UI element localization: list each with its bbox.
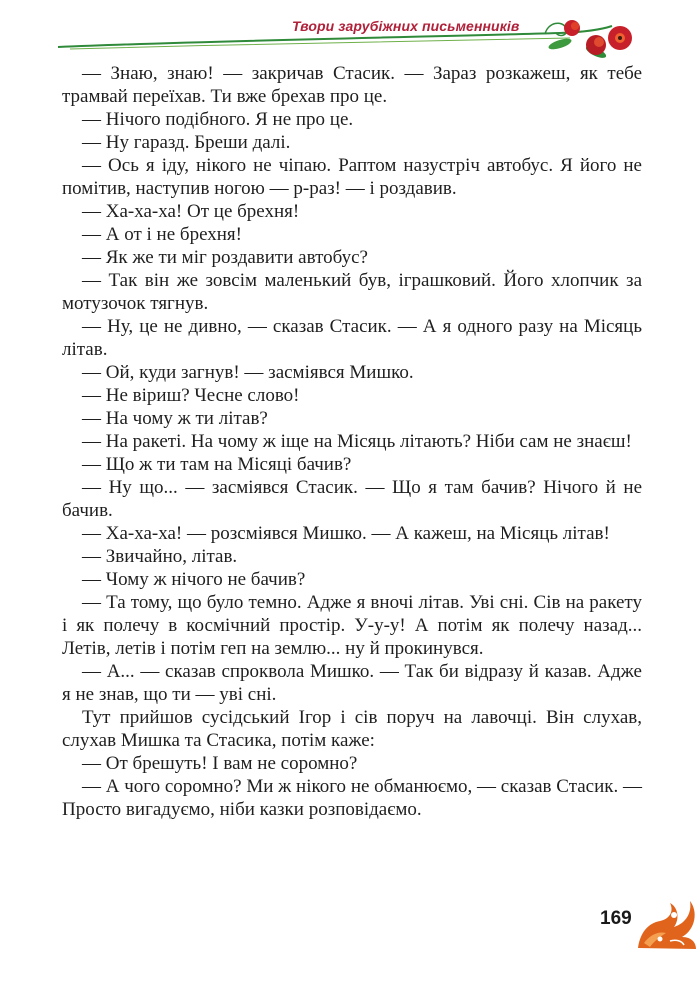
flower-bud [594, 37, 604, 47]
header-floral-decoration [0, 0, 700, 70]
paragraph: — Як же ти міг роздавити автобус? [82, 247, 368, 268]
paragraph: — На чому ж ти літав? [82, 408, 268, 429]
paragraph: — А чого соромно? Ми ж нікого не обманюємо, — сказав Стасик. — Просто вигадуємо, ніби казки розповідаємо. [62, 776, 642, 820]
flower-bud [571, 22, 579, 30]
paragraph: — На ракеті. На чому ж іще на Місяць літають? Ніби сам не знаєш! [82, 431, 632, 452]
paragraph: — Звичайно, літав. [82, 546, 238, 567]
corner-ornament-icon [630, 893, 700, 953]
flower-center [618, 36, 622, 40]
paragraph: — Ну, це не дивно, — сказав Стасик. — А я одного разу на Місяць літав. [62, 316, 642, 360]
paragraph: — Ой, куди загнув! — засміявся Мишко. [82, 362, 414, 383]
paragraph: — Нічого подібного. Я не про це. [82, 109, 354, 130]
paragraph: — А... — сказав спроквола Мишко. — Так би відразу й казав. Адже я не знав, що ти — уві сні. [62, 661, 642, 705]
paragraph: — Та тому, що було темно. Адже я вночі літав. Уві сні. Сів на ракету і як полечу в космічний простір. У-у-у! А потім як полечу назад... Летів, летів і потім геп на землю... ну й прокинувся. [62, 592, 642, 659]
paragraph: — Не віриш? Чесне слово! [82, 385, 300, 406]
paragraph: — Чому ж нічого не бачив? [82, 569, 306, 590]
paragraph: — Що ж ти там на Місяці бачив? [82, 454, 352, 475]
paragraph: — От брешуть! І вам не соромно? [82, 753, 358, 774]
paragraph: — А от і не брехня! [82, 224, 242, 245]
paragraph: — Ха-ха-ха! — розсміявся Мишко. — А кажеш, на Місяць літав! [82, 523, 610, 544]
paragraph: — Ну гаразд. Бреши далі. [82, 132, 291, 153]
paragraph: — Ось я іду, нікого не чіпаю. Раптом назустріч автобус. Я його не помітив, наступив ногою — р-раз! — і роздавив. [62, 155, 642, 199]
text-body [62, 62, 642, 821]
paragraph: — Знаю, знаю! — закричав Стасик. — Зараз розкажеш, як тебе трамвай переїхав. Ти вже брехав про це. [62, 63, 642, 107]
page-header-title: Твори зарубіжних письменників [292, 18, 520, 34]
page-number: 169 [600, 908, 632, 929]
paragraph: — Так він же зовсім маленький був, іграшковий. Його хлопчик за мотузочок тягнув. [62, 270, 642, 314]
paragraph: Тут прийшов сусідський Ігор і сів поруч на лавочці. Він слухав, слухав Мишка та Стасика, потім каже: [62, 707, 642, 751]
paragraph: — Ха-ха-ха! От це брехня! [82, 201, 300, 222]
paragraph: — Ну що... — засміявся Стасик. — Що я там бачив? Нічого й не бачив. [62, 477, 642, 521]
